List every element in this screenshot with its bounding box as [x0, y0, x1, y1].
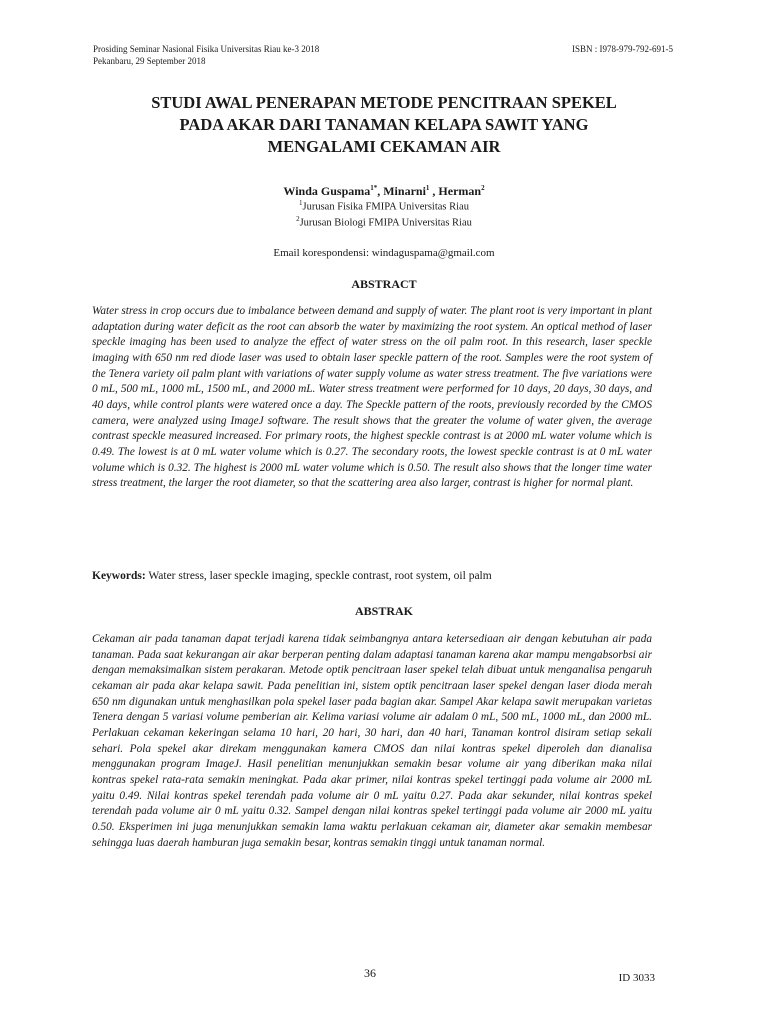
title-line-1: STUDI AWAL PENERAPAN METODE PENCITRAAN SPEKEL [151, 93, 617, 112]
keywords-text: Water stress, laser speckle imaging, speckle contrast, root system, oil palm [145, 570, 492, 582]
keywords-label: Keywords: [92, 570, 146, 582]
correspondence-email: Email korespondensi: windaguspama@gmail.com [273, 247, 495, 259]
author-name: , Minarni [377, 184, 426, 198]
abstract-heading: ABSTRACT [351, 277, 417, 291]
author-affiliation-mark: 2 [481, 184, 485, 192]
affiliation-text: Jurusan Fisika FMIPA Universitas Riau [302, 201, 469, 213]
document-id: ID 3033 [618, 972, 655, 984]
abstrak-text: Cekaman air pada tanaman dapat terjadi karena tidak seimbangnya antara ketersediaan air dengan kebutuhan air pada tanaman. Pada saat kekurangan air akar berperan penting dalam adaptasi tanaman karena akar mampu mengabsorbsi air dengan memaksimalkan sistem perakaran. Metode optik pencitraan laser spekel telah dibuat untuk menganalisa pengaruh cekaman air pada akar kelapa sawit. Pada penelitian ini, sistem optik pencitraan laser spekel dengan laser dioda merah 650 nm digunakan untuk menghasilkan pola spekel laser pada bagian akar. Sampel Akar kelapa sawit merupakan varietas Tenera dengan 5 variasi volume pemberian air. Kelima variasi volume air adalam 0 mL, 500 mL, 1000 mL, dan 2000 mL. Perlakuan cekaman kekeringan selama 10 hari, 20 hari, 30 hari, dan 40 hari, Tanaman kontrol disiram setiap sekali sehari. Pola spekel akar direkam menggunakan kamera CMOS dan nilai kontras spekel diperoleh dan dianalisa menggunakan program ImageJ. Hasil penelitian menunjukkan semakin besar volume air yang diberikan maka nilai kontras spekel rata-rata semakin meningkat. Pada akar primer, nilai kontras spekel tertinggi pada volume air 2000 mL yaitu 0.49. Nilai kontras spekel terendah pada volume air 0 mL yaitu 0.27. Pada akar sekunder, nilai kontras spekel terendah pada volume air 0 mL yaitu 0.32. Sampel dengan nilai kontras spekel tertinggi pada volume air 2000 mL yaitu 0.50. Eksperimen ini juga menunjukkan semakin lama waktu perlakuan cekaman air, diameter akar semakin membesar sehingga luas daerah hamburan juga semakin besar, kontras semakin tinggi untuk tanaman normal. [92, 633, 652, 849]
isbn: ISBN : I978-979-792-691-5 [572, 44, 673, 54]
affiliation-mark: 1 [299, 199, 303, 207]
affiliation-text: Jurusan Biologi FMIPA Universitas Riau [299, 217, 472, 229]
author-affiliation-mark: 1* [370, 184, 378, 192]
title-line-3: MENGALAMI CEKAMAN AIR [267, 137, 501, 156]
abstract-text: Water stress in crop occurs due to imbalance between demand and supply of water. The plant root is very important in plant adaptation during water deficit as the root can absorb the water by maximizing the root system. An optical method of laser speckle imaging has been used to analyze the effect of water stress on the oil palm root. In this research, laser speckle imaging with 650 nm red diode laser was used to obtain laser speckle pattern of the root. Samples were the root system of the Tenera variety oil palm plant with variations of water supply volume as water stress treatment. The five variations were 0 mL, 500 mL, 1000 mL, 1500 mL, and 2000 mL. Water stress treatment were performed for 10 days, 20 days, 30 days, and 40 days, while control plants were watered once a day. The Speckle pattern of the roots, previously recorded by the CMOS camera, were analyzed using ImageJ software. The result shows that the greater the volume of water given, the average contrast speckle measured increased. For primary roots, the highest speckle contrast is at 2000 mL water volume which is 0.49. The lowest is at 0 mL water volume which is 0.27. The secondary roots, the lowest speckle contrast is at 0 mL water volume which is 0.32. The highest is 2000 mL water volume which is 0.50. The result also shows that the longer time water stress treatment, the larger the root diameter, so that the scattering area also larger, contrast is higher for normal plant. [92, 305, 652, 490]
affiliation-mark: 2 [296, 215, 300, 223]
affiliation-2 [80, 212, 688, 231]
author-name: Winda Guspama [283, 184, 371, 198]
running-header [93, 43, 319, 67]
author-name: , Herman [429, 184, 482, 198]
proceedings-name: Prosiding Seminar Nasional Fisika Universitas Riau ke-3 2018 [93, 44, 320, 54]
author-affiliation-mark: 1 [425, 184, 430, 192]
paper-title [80, 92, 688, 158]
location-date: Pekanbaru, 29 September 2018 [93, 56, 206, 66]
abstrak-heading: ABSTRAK [354, 604, 413, 618]
keywords-line [92, 569, 672, 584]
page-number: 36 [364, 966, 376, 980]
title-line-2: PADA AKAR DARI TANAMAN KELAPA SAWIT YANG [179, 115, 589, 134]
